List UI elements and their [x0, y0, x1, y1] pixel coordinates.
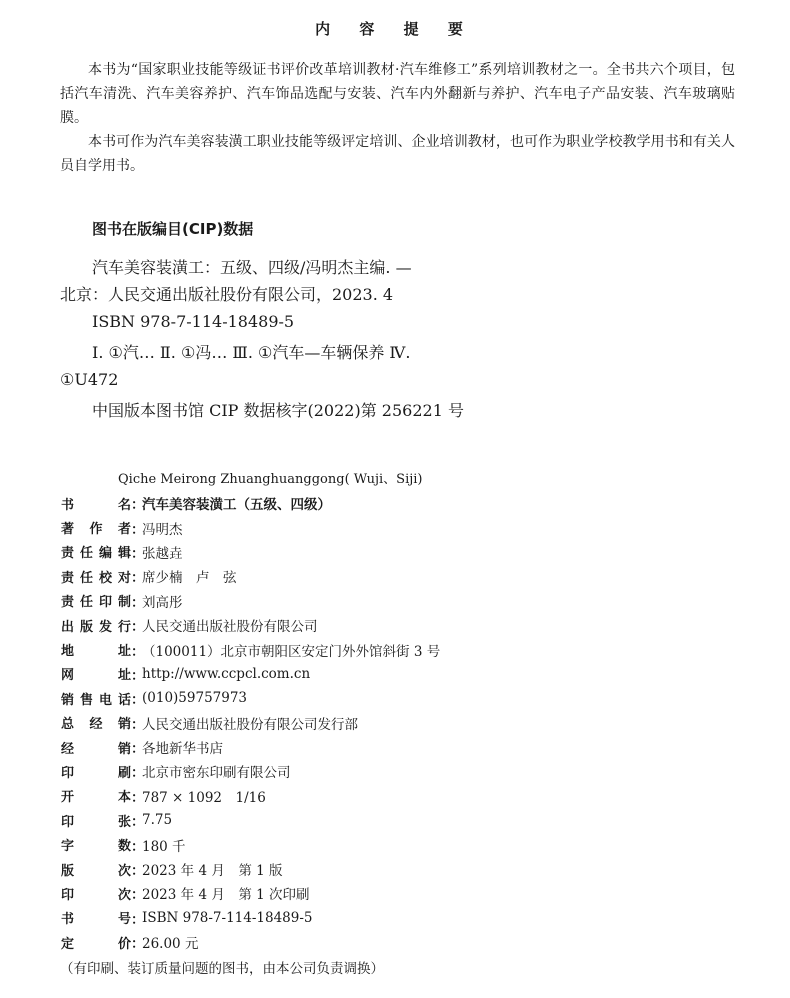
- detail-label: [61, 713, 131, 732]
- detail-value: 北京市密东印刷有限公司: [142, 765, 291, 782]
- detail-label: [61, 908, 131, 927]
- detail-colon: ：: [131, 716, 145, 733]
- label-char: 出: [61, 619, 75, 635]
- detail-colon: ：: [131, 667, 145, 684]
- summary-paragraph-2: 本书可作为汽车美容装潢工职业技能等级评定培训、企业培训教材，也可作为职业学校教学用书和有关人员自学用书。: [60, 134, 735, 174]
- detail-colon: ：: [131, 741, 145, 758]
- label-char: 编: [98, 546, 112, 562]
- label-char: 价: [117, 936, 131, 952]
- detail-label: [61, 591, 131, 610]
- label-char: 址: [117, 644, 131, 660]
- detail-colon: ：: [131, 619, 145, 636]
- detail-row: [61, 759, 741, 783]
- detail-colon: ：: [131, 765, 145, 782]
- cip-line-1: 汽车美容装潢工：五级、四级/冯明杰主编. —: [92, 258, 412, 277]
- detail-value: （100011）北京市朝阳区安定门外外馆斜街 3 号: [142, 643, 441, 660]
- cip-line-2: 北京：人民交通出版社股份有限公司，2023. 4: [60, 285, 394, 304]
- detail-colon: ：: [131, 936, 145, 953]
- pinyin-title: Qiche Meirong Zhuanghuanggong( Wuji、Siji): [118, 472, 423, 487]
- detail-value: ISBN 978-7-114-18489-5: [142, 909, 313, 926]
- detail-value: 各地新华书店: [142, 741, 223, 758]
- label-char: 印: [61, 887, 75, 903]
- detail-label: [61, 786, 131, 805]
- label-char: 责: [61, 595, 75, 611]
- detail-value: 张越垚: [142, 545, 183, 562]
- cip-line-4: Ⅰ. ①汽… Ⅱ. ①冯… Ⅲ. ①汽车—车辆保养 Ⅳ.: [92, 343, 411, 362]
- detail-row: [61, 711, 741, 735]
- cip-line-3: ISBN 978-7-114-18489-5: [92, 312, 295, 331]
- label-char: 号: [117, 912, 131, 928]
- detail-value: (010)59757973: [142, 690, 248, 707]
- label-char: 书: [61, 497, 75, 513]
- detail-label: [61, 518, 131, 537]
- quality-footnote: （有印刷、装订质量问题的图书，由本公司负责调换）: [60, 961, 384, 977]
- label-char: 对: [117, 570, 131, 586]
- label-char: 本: [117, 790, 131, 806]
- detail-label: [61, 811, 131, 830]
- detail-colon: ：: [131, 887, 145, 904]
- label-char: 名: [117, 497, 131, 513]
- label-char: 校: [98, 570, 112, 586]
- label-char: 印: [98, 595, 112, 611]
- label-char: 印: [61, 814, 75, 830]
- label-char: 经: [61, 741, 75, 757]
- detail-row: [61, 662, 741, 686]
- label-char: 发: [98, 619, 112, 635]
- label-char: 定: [61, 936, 75, 952]
- label-char: 责: [61, 570, 75, 586]
- detail-value: 2023 年 4 月 第 1 版: [142, 863, 283, 880]
- detail-colon: ：: [131, 545, 145, 562]
- detail-label: [61, 933, 131, 952]
- detail-row: [61, 491, 741, 515]
- detail-row: [61, 637, 741, 661]
- label-char: 者: [117, 522, 131, 538]
- detail-row: [61, 832, 741, 856]
- label-char: 开: [61, 790, 75, 806]
- detail-value: 7.75: [142, 812, 173, 829]
- detail-colon: ：: [131, 863, 145, 880]
- detail-row: [61, 930, 741, 954]
- detail-label: [61, 860, 131, 879]
- detail-label: [61, 494, 131, 513]
- detail-colon: ：: [131, 643, 145, 660]
- detail-value: 26.00 元: [142, 936, 199, 953]
- label-char: 字: [61, 839, 75, 855]
- label-char: 销: [117, 717, 131, 733]
- detail-row: [61, 808, 741, 832]
- detail-colon: ：: [131, 570, 145, 587]
- publication-details: [61, 491, 741, 954]
- detail-value: 刘高彤: [142, 594, 183, 611]
- detail-value: 人民交通出版社股份有限公司发行部: [142, 716, 358, 733]
- detail-label: [61, 835, 131, 854]
- detail-colon: ：: [131, 497, 145, 514]
- label-char: 书: [61, 912, 75, 928]
- cip-line-5: ①U472: [60, 370, 119, 389]
- detail-row: [61, 735, 741, 759]
- detail-colon: ：: [131, 838, 145, 855]
- detail-value: http://www.ccpcl.com.cn: [142, 665, 311, 682]
- label-char: 任: [79, 570, 93, 586]
- detail-value: 787 × 1092 1/16: [142, 789, 266, 806]
- label-char: 话: [117, 692, 131, 708]
- detail-label: [61, 542, 131, 561]
- summary-paragraph-1: 本书为“国家职业技能等级证书评价改革培训教材·汽车维修工”系列培训教材之一。全书共六个项目，包括汽车清洗、汽车美容养护、汽车饰品选配与安装、汽车内外翻新与养护、汽车电子产品安装、汽车玻璃贴膜。: [60, 62, 735, 126]
- label-char: 数: [117, 839, 131, 855]
- detail-row: [61, 540, 741, 564]
- label-char: 著: [61, 522, 75, 538]
- label-char: 行: [117, 619, 131, 635]
- label-char: 任: [79, 595, 93, 611]
- detail-row: [61, 784, 741, 808]
- label-char: 任: [79, 546, 93, 562]
- detail-colon: ：: [131, 692, 145, 709]
- detail-colon: ：: [131, 594, 145, 611]
- label-char: 作: [89, 522, 103, 538]
- detail-value: 人民交通出版社股份有限公司: [142, 619, 318, 636]
- detail-colon: ：: [131, 521, 145, 538]
- detail-value: 2023 年 4 月 第 1 次印刷: [142, 887, 310, 904]
- label-char: 刷: [117, 765, 131, 781]
- summary-title: 内 容 提 要: [315, 20, 475, 38]
- detail-value: 180 千: [142, 838, 186, 855]
- detail-row: [61, 589, 741, 613]
- label-char: 印: [61, 765, 75, 781]
- label-char: 经: [89, 717, 103, 733]
- detail-row: [61, 686, 741, 710]
- label-char: 总: [61, 717, 75, 733]
- label-char: 次: [117, 863, 131, 879]
- label-char: 销: [61, 692, 75, 708]
- label-char: 责: [61, 546, 75, 562]
- detail-label: [61, 567, 131, 586]
- detail-label: [61, 762, 131, 781]
- detail-label: [61, 616, 131, 635]
- detail-label: [61, 640, 131, 659]
- detail-label: [61, 689, 131, 708]
- detail-row: [61, 564, 741, 588]
- label-char: 辑: [117, 546, 131, 562]
- detail-value: 汽车美容装潢工（五级、四级）: [142, 497, 331, 514]
- label-char: 张: [117, 814, 131, 830]
- label-char: 地: [61, 644, 75, 660]
- detail-value: 冯明杰: [142, 521, 183, 538]
- label-char: 址: [117, 668, 131, 684]
- label-char: 售: [79, 692, 93, 708]
- detail-row: [61, 613, 741, 637]
- detail-label: [61, 884, 131, 903]
- label-char: 次: [117, 887, 131, 903]
- detail-row: [61, 881, 741, 905]
- label-char: 销: [117, 741, 131, 757]
- detail-row: [61, 515, 741, 539]
- detail-colon: ：: [131, 911, 145, 928]
- label-char: 网: [61, 668, 75, 684]
- label-char: 制: [117, 595, 131, 611]
- detail-value: 席少楠 卢 弦: [142, 570, 237, 587]
- detail-colon: ：: [131, 789, 145, 806]
- label-char: 电: [98, 692, 112, 708]
- detail-colon: ：: [131, 814, 145, 831]
- detail-label: [61, 738, 131, 757]
- detail-row: [61, 906, 741, 930]
- cip-line-6: 中国版本图书馆 CIP 数据核字(2022)第 256221 号: [92, 401, 464, 420]
- label-char: 版: [79, 619, 93, 635]
- label-char: 版: [61, 863, 75, 879]
- detail-row: [61, 857, 741, 881]
- cip-title: 图书在版编目(CIP)数据: [92, 220, 254, 238]
- detail-label: [61, 664, 131, 683]
